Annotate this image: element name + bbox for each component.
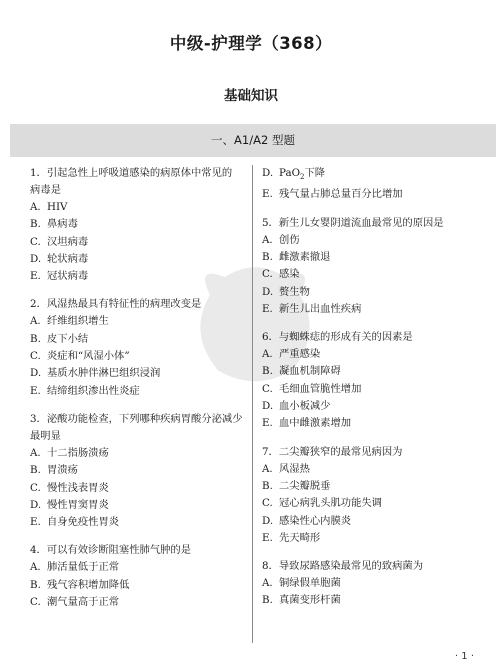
option-c: C. 潮气量高于正常 bbox=[30, 596, 120, 609]
question-2 bbox=[30, 296, 245, 399]
right-column bbox=[262, 165, 482, 621]
question-4 bbox=[30, 542, 245, 611]
option-b: B. 真菌变形杆菌 bbox=[262, 594, 341, 607]
option-e: E. 先天畸形 bbox=[262, 531, 321, 544]
option-c: C. 冠心病乳头肌功能失调 bbox=[262, 497, 382, 510]
option-d: D. PaO$_2$下降 bbox=[262, 167, 326, 182]
option-e: E. 血中雌激素增加 bbox=[262, 417, 352, 430]
option-a: A. 严重感染 bbox=[262, 348, 321, 361]
question-type-bar bbox=[10, 124, 496, 157]
question-stem: 1．引起急性上呼吸道感染的病原体中常见的 bbox=[30, 167, 233, 179]
option-e: E. 冠状病毒 bbox=[30, 270, 89, 283]
question-1 bbox=[30, 165, 245, 285]
option-d: D. 血小板减少 bbox=[262, 400, 331, 413]
option-b: B. 凝血机制障碍 bbox=[262, 365, 341, 378]
question-stem: 8．导致尿路感染最常见的致病菌为 bbox=[262, 560, 424, 573]
question-stem: 最明显 bbox=[30, 429, 61, 442]
option-b: B. 鼻病毒 bbox=[30, 218, 78, 231]
option-c: C. 感染 bbox=[262, 268, 300, 281]
option-d: D. 慢性胃窦胃炎 bbox=[30, 498, 109, 511]
option-a: A. 风湿热 bbox=[262, 462, 310, 475]
question-stem: 3．泌酸功能检查，下列哪种疾病胃酸分泌减少 bbox=[30, 412, 243, 425]
option-e: E. 自身免疫性胃炎 bbox=[30, 516, 120, 529]
question-6 bbox=[262, 329, 482, 432]
question-stem: 病毒是 bbox=[30, 184, 61, 196]
question-5 bbox=[262, 215, 482, 318]
option-b: B. 二尖瓣脱垂 bbox=[262, 479, 331, 492]
option-a: A. HIV bbox=[30, 201, 68, 213]
question-stem: 7．二尖瓣狭窄的最常见病因为 bbox=[262, 445, 403, 458]
question-stem: 6．与蜘蛛痣的形成有关的因素是 bbox=[262, 331, 413, 344]
option-d: D. 感染性心内膜炎 bbox=[262, 514, 352, 527]
option-d: D. 基质水肿伴淋巴组织浸润 bbox=[30, 367, 161, 380]
option-a: A. 纤维组织增生 bbox=[30, 315, 109, 328]
page-title: 中级-护理学（368） bbox=[169, 34, 333, 53]
column-divider bbox=[252, 165, 253, 643]
question-stem: 5．新生儿女婴阴道流血最常见的原因是 bbox=[262, 216, 444, 229]
option-c: C. 慢性浅表胃炎 bbox=[30, 481, 109, 494]
question-3 bbox=[30, 411, 245, 531]
question-7 bbox=[262, 444, 482, 547]
option-b: B. 雌激素撤退 bbox=[262, 250, 331, 263]
option-e: E. 结缔组织渗出性炎症 bbox=[30, 384, 140, 397]
option-d: D. 赘生物 bbox=[262, 285, 310, 298]
left-column bbox=[30, 165, 245, 622]
question-4-continued bbox=[262, 165, 482, 204]
option-e: E. 残气量占肺总量百分比增加 bbox=[262, 188, 403, 201]
option-a: A. 十二指肠溃疡 bbox=[30, 446, 109, 459]
question-type-label: 一、A1/A2 型题 bbox=[211, 133, 295, 147]
question-stem: 2．风湿热最具有特征性的病理改变是 bbox=[30, 298, 202, 311]
option-e: E. 新生儿出血性疾病 bbox=[262, 302, 362, 315]
option-b: B. 残气容积增加降低 bbox=[30, 578, 130, 591]
option-a: A. 肺活量低于正常 bbox=[30, 561, 120, 574]
section-subtitle: 基础知识 bbox=[224, 88, 278, 104]
page-number: · 1 · bbox=[454, 651, 474, 662]
question-stem: 4．可以有效诊断阻塞性肺气肿的是 bbox=[30, 544, 192, 557]
option-c: C. 汉坦病毒 bbox=[30, 235, 89, 248]
option-a: A. 创伤 bbox=[262, 233, 300, 246]
option-a: A. 铜绿假单胞菌 bbox=[262, 577, 341, 590]
option-c: C. 炎症和“风湿小体” bbox=[30, 350, 130, 363]
question-8 bbox=[262, 558, 482, 610]
option-b: B. 胃溃疡 bbox=[30, 464, 78, 477]
option-c: C. 毛细血管脆性增加 bbox=[262, 382, 362, 395]
option-d: D. 轮状病毒 bbox=[30, 252, 89, 265]
option-b: B. 皮下小结 bbox=[30, 332, 89, 345]
